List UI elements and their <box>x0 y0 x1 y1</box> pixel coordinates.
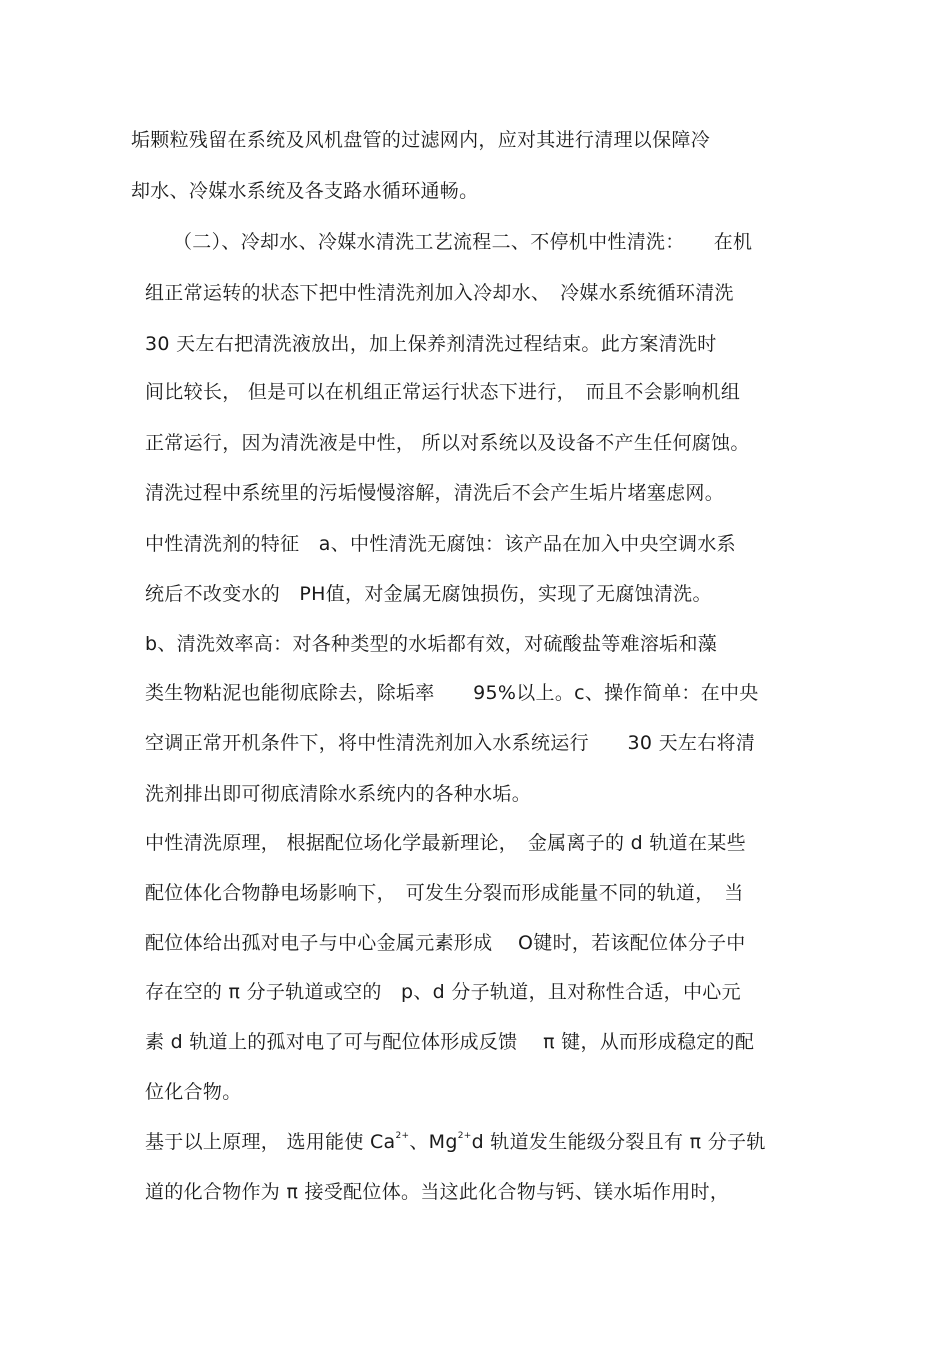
text-line-5: 30 天左右把清洗液放出，加上保养剂清洗过程结束。此方案清洗时 <box>145 333 717 355</box>
text-line-3: （二）、冷却水、冷媒水清洗工艺流程二、不停机中性清洗： 在机 <box>173 231 753 253</box>
text-line-7: 正常运行，因为清洗液是中性， 所以对系统以及设备不产生任何腐蚀。 <box>145 432 750 454</box>
text-line-18: 存在空的 π 分子轨道或空的 p、d 分子轨道，且对称性合适，中心元 <box>145 981 741 1003</box>
text-line-14: 洗剂排出即可彻底清除水系统内的各种水垢。 <box>145 783 532 805</box>
text-line-21-part3: d 轨道发生能级分裂且有 π 分子轨 <box>471 1131 766 1153</box>
text-line-8: 清洗过程中系统里的污垢慢慢溶解，清洗后不会产生垢片堵塞虑网。 <box>145 482 725 504</box>
text-line-15: 中性清洗原理， 根据配位场化学最新理论， 金属离子的 d 轨道在某些 <box>145 832 746 854</box>
text-line-19: 素 d 轨道上的孤对电了可与配位体形成反馈 π 键，从而形成稳定的配 <box>145 1031 755 1053</box>
text-line-21 <box>145 1130 766 1154</box>
mg-charge-superscript: 2+ <box>457 1131 472 1141</box>
text-line-17: 配位体给出孤对电子与中心金属元素形成 O键时，若该配位体分子中 <box>145 932 746 954</box>
ca-charge-superscript: 2+ <box>395 1131 410 1141</box>
text-line-12: 类生物粘泥也能彻底除去，除垢率 95%以上。c、操作简单：在中央 <box>145 682 759 704</box>
text-line-10: 统后不改变水的 PH值，对金属无腐蚀损伤，实现了无腐蚀清洗。 <box>145 583 712 605</box>
text-line-22: 道的化合物作为 π 接受配位体。当这此化合物与钙、镁水垢作用时， <box>145 1181 730 1203</box>
text-line-16: 配位体化合物静电场影响下， 可发生分裂而形成能量不同的轨道， 当 <box>145 882 744 904</box>
text-line-9: 中性清洗剂的特征 a、中性清洗无腐蚀：该产品在加入中央空调水系 <box>145 533 736 555</box>
text-line-6: 间比较长， 但是可以在机组正常运行状态下进行， 而且不会影响机组 <box>145 381 741 403</box>
text-line-4: 组正常运转的状态下把中性清洗剂加入冷却水、 冷媒水系统循环清洗 <box>145 282 734 304</box>
text-line-2: 却水、冷媒水系统及各支路水循环通畅。 <box>131 180 479 202</box>
text-line-21-part2: 、Mg <box>409 1131 458 1153</box>
text-line-21-part1: 基于以上原理， 选用能使 Ca <box>145 1131 396 1153</box>
text-line-1: 垢颗粒残留在系统及风机盘管的过滤网内，应对其进行清理以保障冷 <box>131 129 711 151</box>
text-line-13: 空调正常开机条件下，将中性清洗剂加入水系统运行 30 天左右将清 <box>145 732 756 754</box>
text-line-20: 位化合物。 <box>145 1081 242 1103</box>
text-line-11: b、清洗效率高：对各种类型的水垢都有效，对硫酸盐等难溶垢和藻 <box>145 633 718 655</box>
